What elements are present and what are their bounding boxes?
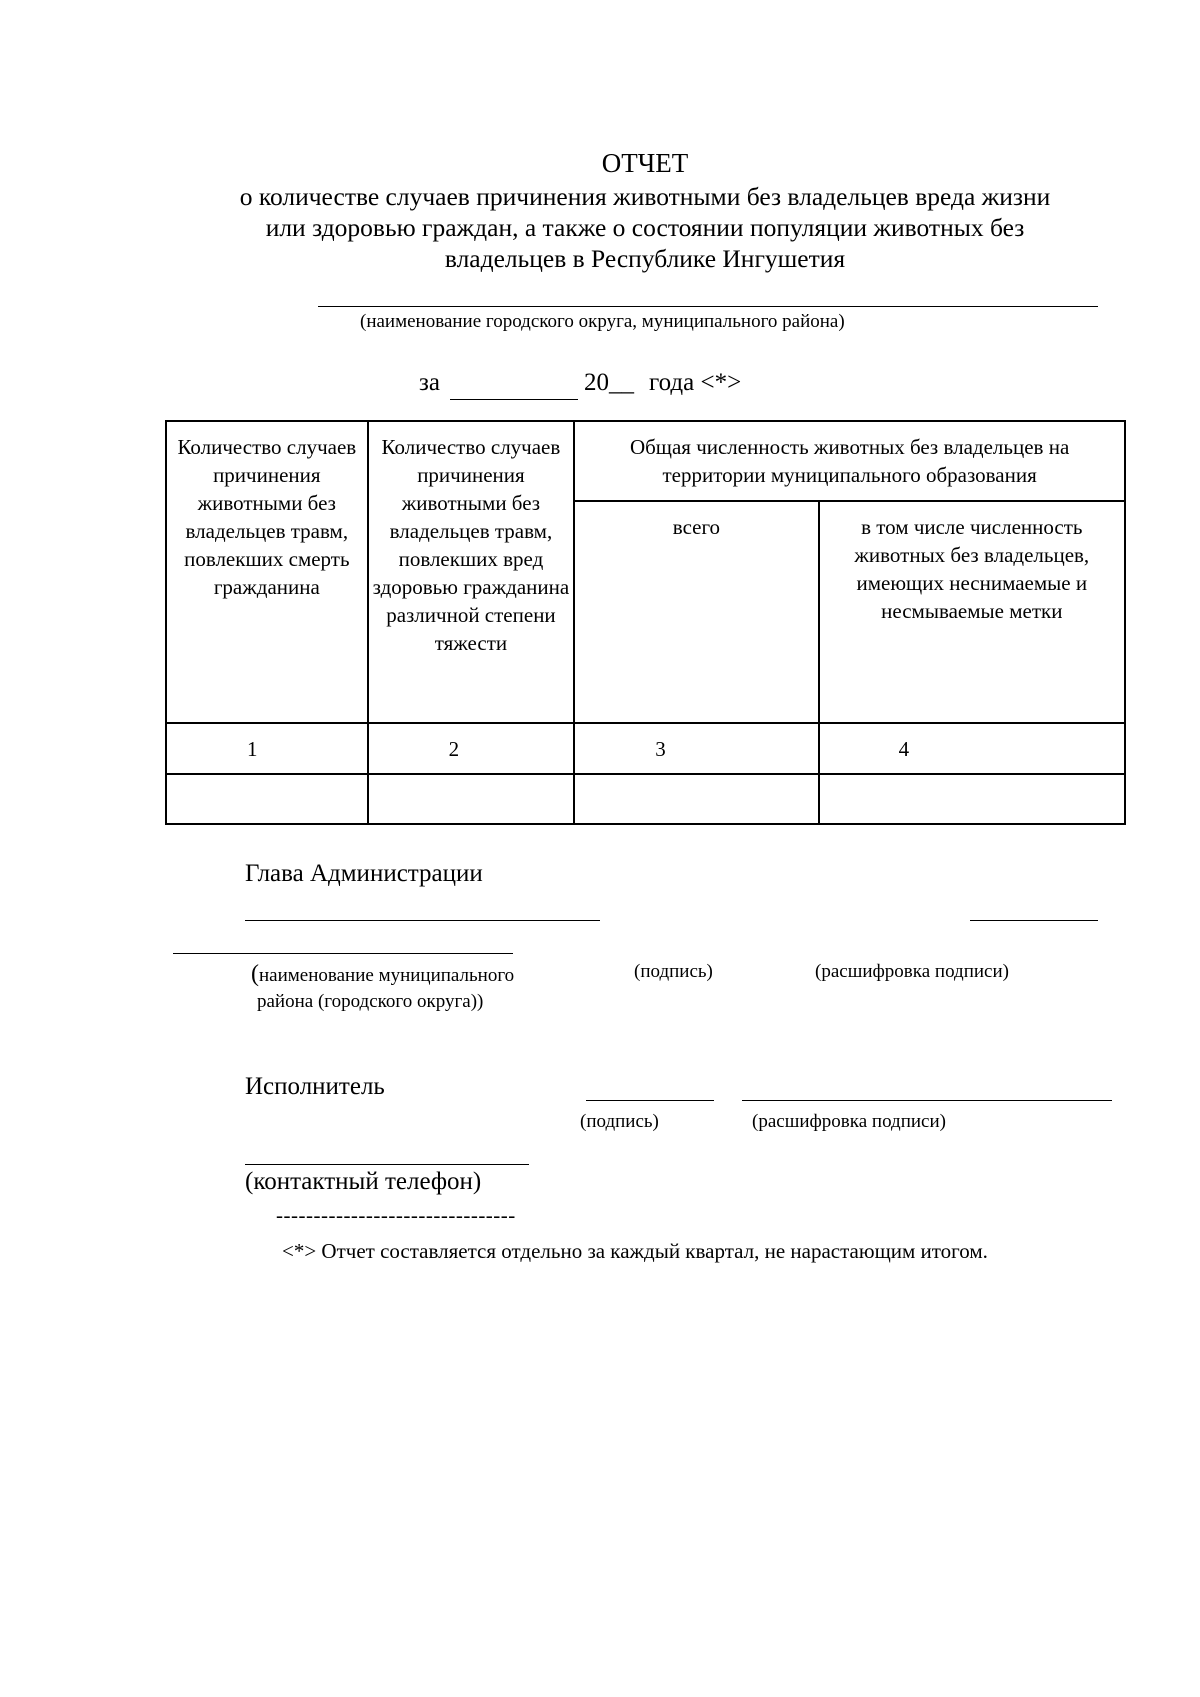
- footnote-separator: --------------------------------: [276, 1203, 516, 1227]
- phone-line: [245, 1164, 529, 1165]
- executor-label: Исполнитель: [245, 1073, 385, 1100]
- document-subtitle-line-3: владельцев в Республике Ингушетия: [444, 244, 846, 273]
- period-prefix: за: [419, 369, 440, 396]
- col2-header: Количество случаев причинения животными без владельцев травм, повлекших вред здоровью гражданина различной степени тяжести: [368, 421, 575, 723]
- period-suffix: года <*>: [649, 369, 742, 396]
- head-line-municipality: [173, 953, 513, 954]
- municipality-caption: (наименование городского округа, муниципального района): [360, 311, 845, 332]
- column-number-4: 4: [819, 723, 1125, 774]
- col4-header: в том числе численность животных без владельцев, имеющих неснимаемые и несмываемые метки: [819, 501, 1125, 723]
- column-number-1: 1: [166, 723, 368, 774]
- head-label: Глава Администрации: [245, 860, 483, 887]
- col1-header: Количество случаев причинения животными без владельцев травм, повлекших смерть гражданина: [166, 421, 368, 723]
- document-subtitle-line-2: или здоровью граждан, а также о состоянии популяции животных без: [265, 213, 1025, 242]
- head-caption-decode: (расшифровка подписи): [815, 961, 1009, 982]
- data-cell-1[interactable]: [166, 774, 368, 824]
- period-blank-line: [450, 399, 578, 400]
- executor-caption-decode: (расшифровка подписи): [752, 1111, 946, 1132]
- head-line-top-right: [970, 920, 1098, 921]
- document-subtitle-line-1: о количестве случаев причинения животными без владельцев вреда жизни: [239, 182, 1051, 211]
- executor-caption-signature: (подпись): [580, 1111, 659, 1132]
- period-year: 20__: [584, 369, 634, 396]
- executor-decode-line: [742, 1100, 1112, 1101]
- column-number-2: 2: [368, 723, 575, 774]
- data-cell-2[interactable]: [368, 774, 575, 824]
- head-caption-name: (наименование муниципального: [251, 961, 515, 987]
- data-cell-3[interactable]: [574, 774, 818, 824]
- data-cell-4[interactable]: [819, 774, 1125, 824]
- column-number-3: 3: [574, 723, 818, 774]
- phone-caption: (контактный телефон): [245, 1168, 482, 1195]
- population-group-header: Общая численность животных без владельцев на территории муниципального образования: [574, 421, 1125, 501]
- head-caption-signature: (подпись): [634, 961, 713, 982]
- document-title: ОТЧЕТ: [601, 148, 689, 178]
- col3-header: всего: [574, 501, 818, 723]
- footnote-text: <*> Отчет составляется отдельно за каждый квартал, не нарастающим итогом.: [282, 1239, 988, 1263]
- municipality-name-line: [318, 306, 1098, 307]
- executor-signature-line: [586, 1100, 714, 1101]
- head-line-top-left: [245, 920, 600, 921]
- head-caption-name-2: района (городского округа)): [257, 991, 484, 1012]
- report-table: [165, 420, 1126, 825]
